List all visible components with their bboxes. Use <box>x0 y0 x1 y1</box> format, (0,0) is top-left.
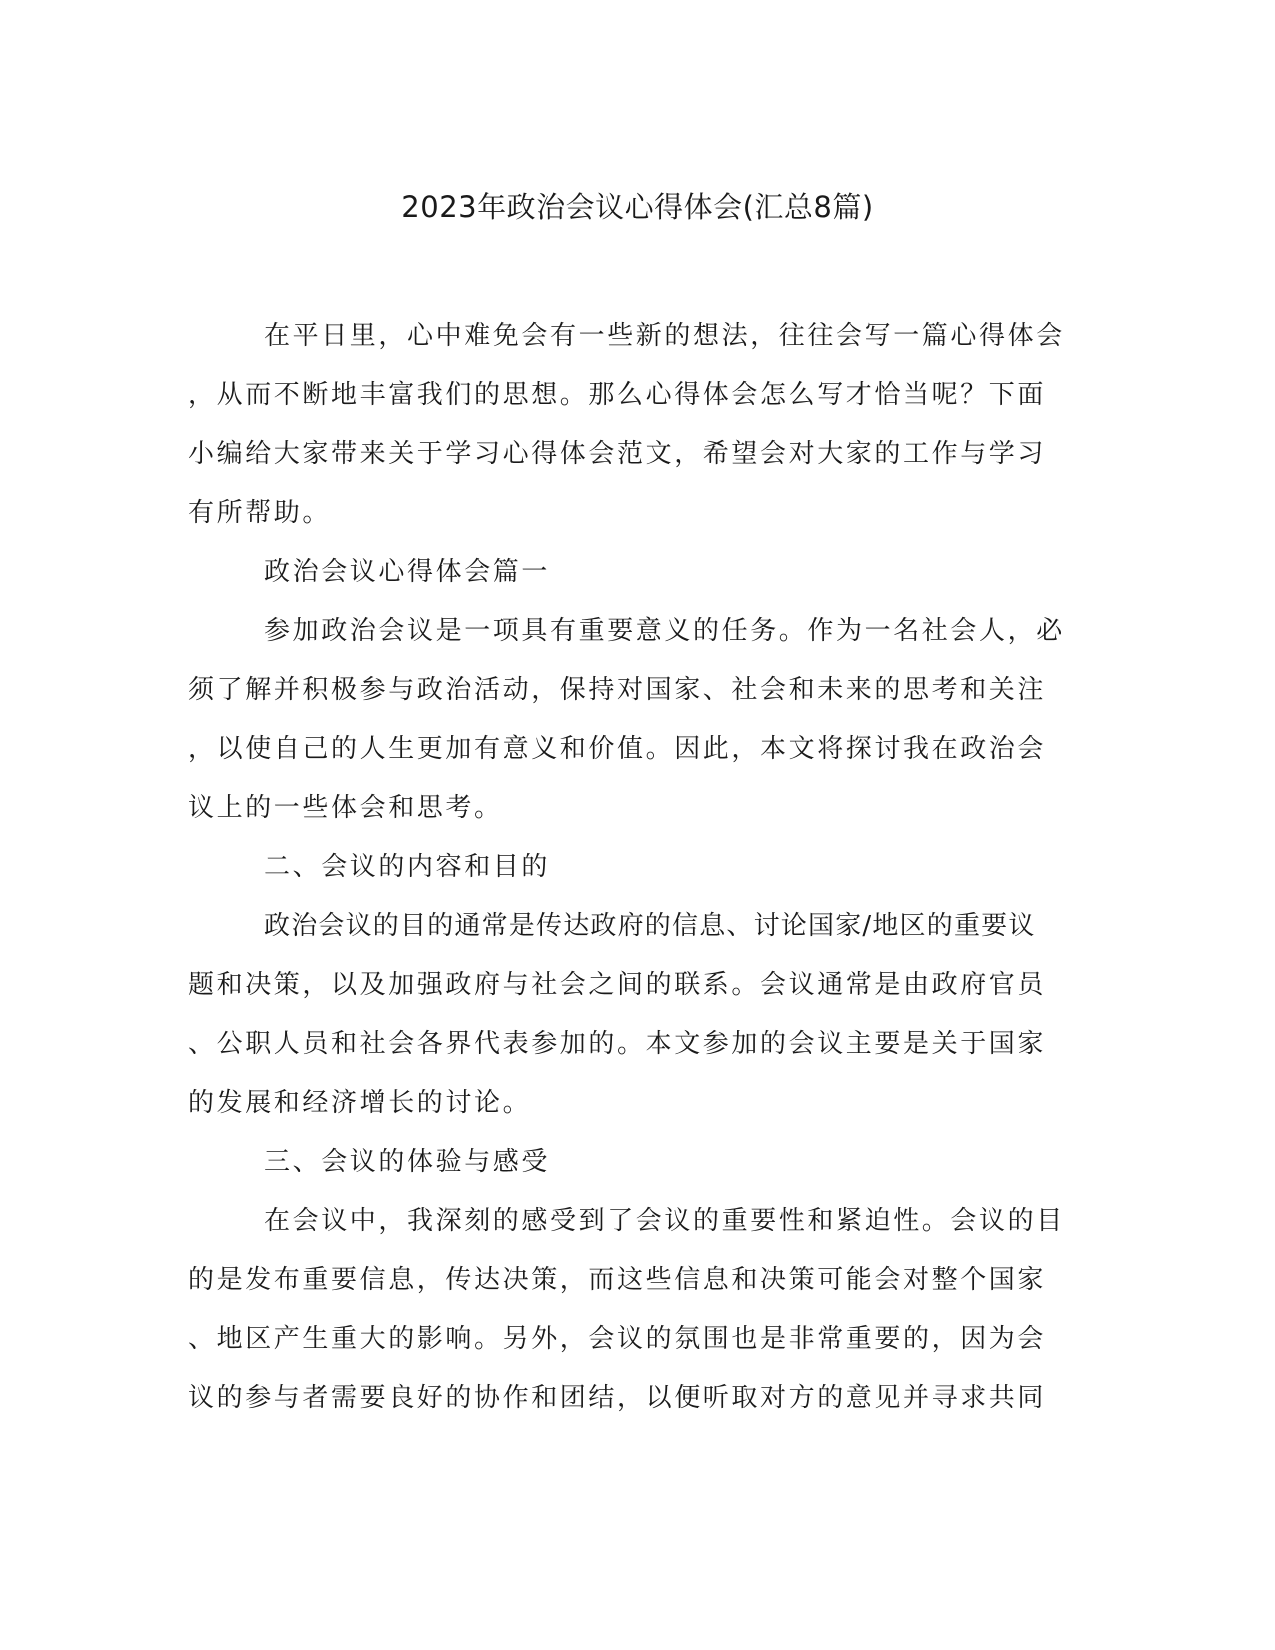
paragraph-line: 参加政治会议是一项具有重要意义的任务。作为一名社会人，必 <box>264 616 1065 646</box>
document-title: 2023年政治会议心得体会(汇总8篇) <box>401 190 874 224</box>
paragraph-line: 、公职人员和社会各界代表参加的。本文参加的会议主要是关于国家 <box>188 1029 1047 1059</box>
paragraph-line: 须了解并积极参与政治活动，保持对国家、社会和未来的思考和关注 <box>188 675 1047 705</box>
paragraph-line: 在会议中，我深刻的感受到了会议的重要性和紧迫性。会议的目 <box>264 1206 1065 1236</box>
paragraph-line: 政治会议的目的通常是传达政府的信息、讨论国家/地区的重要议 <box>264 911 1036 941</box>
paragraph-line: 、地区产生重大的影响。另外，会议的氛围也是非常重要的，因为会 <box>188 1324 1047 1354</box>
paragraph-line: 小编给大家带来关于学习心得体会范文，希望会对大家的工作与学习 <box>188 439 1047 469</box>
paragraph-line: 的发展和经济增长的讨论。 <box>188 1088 532 1118</box>
paragraph-line: 议上的一些体会和思考。 <box>188 793 503 823</box>
section-heading: 二、会议的内容和目的 <box>264 852 551 882</box>
paragraph-line: ，从而不断地丰富我们的思想。那么心得体会怎么写才恰当呢？下面 <box>188 380 1047 410</box>
paragraph-line: 有所帮助。 <box>188 498 332 528</box>
section-heading: 政治会议心得体会篇一 <box>264 557 551 587</box>
paragraph-line: ，以使自己的人生更加有意义和价值。因此，本文将探讨我在政治会 <box>188 734 1047 764</box>
section-heading: 三、会议的体验与感受 <box>264 1147 551 1177</box>
paragraph-line: 题和决策，以及加强政府与社会之间的联系。会议通常是由政府官员 <box>188 970 1047 1000</box>
paragraph-line: 的是发布重要信息，传达决策，而这些信息和决策可能会对整个国家 <box>188 1265 1047 1295</box>
paragraph-line: 议的参与者需要良好的协作和团结，以便听取对方的意见并寻求共同 <box>188 1383 1047 1413</box>
paragraph-line: 在平日里，心中难免会有一些新的想法，往往会写一篇心得体会 <box>264 321 1065 351</box>
